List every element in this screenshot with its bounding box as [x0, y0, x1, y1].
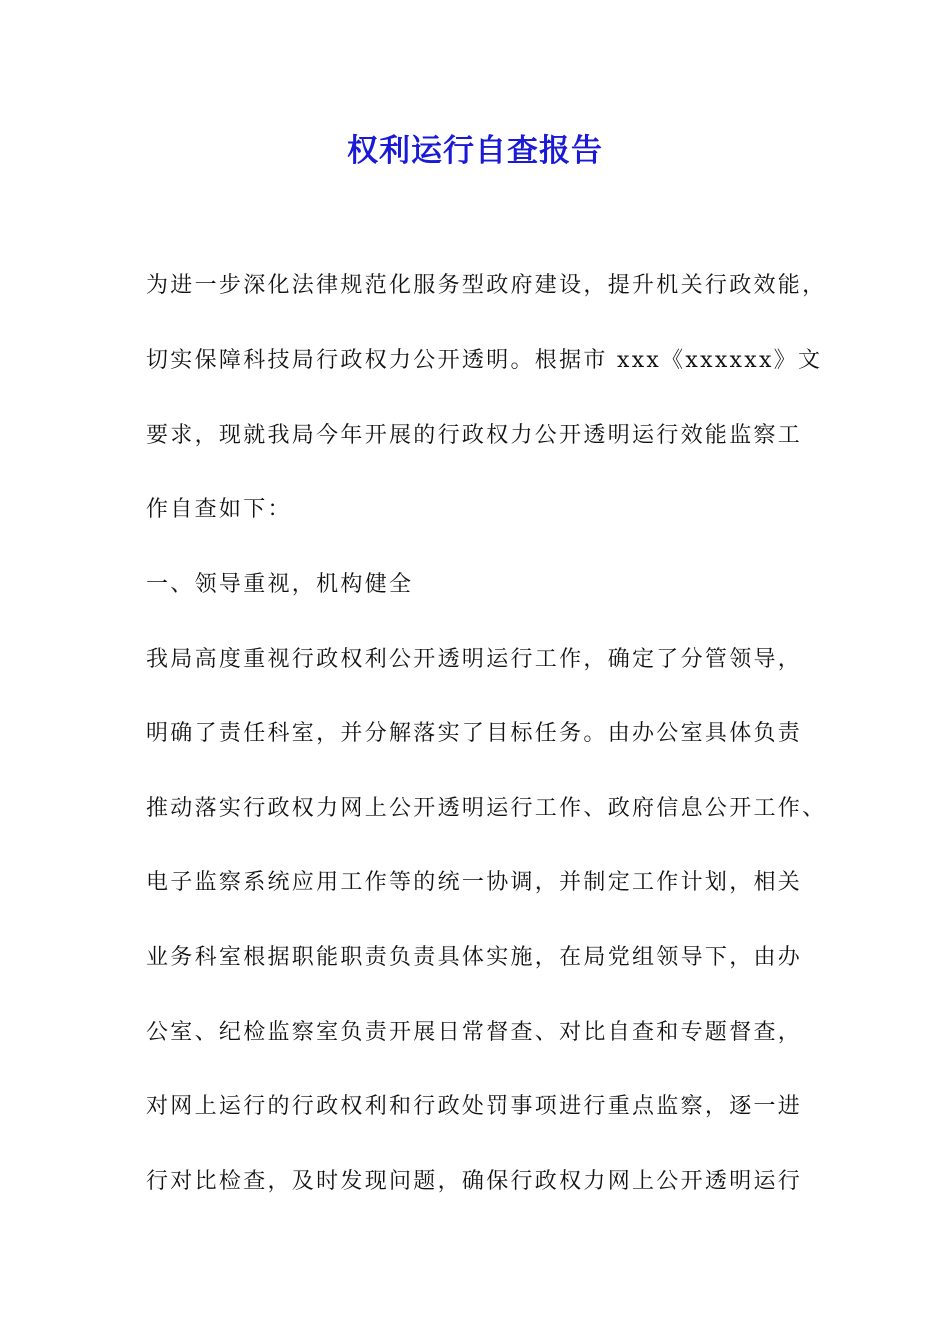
paragraph-line: 要求，现就我局今年开展的行政权力公开透明运行效能监察工: [146, 423, 803, 448]
paragraph-line: 电子监察系统应用工作等的统一协调，并制定工作计划，相关: [146, 870, 803, 895]
paragraph-line: 公室、纪检监察室负责开展日常督查、对比自查和专题督查，: [146, 1020, 803, 1045]
paragraph-line: 切实保障科技局行政权力公开透明。根据市 xxx《xxxxxx》文: [146, 348, 823, 373]
paragraph-line: 明确了责任科室，并分解落实了目标任务。由办公室具体负责: [146, 721, 803, 746]
paragraph-line: 行对比检查，及时发现问题，确保行政权力网上公开透明运行: [146, 1169, 803, 1194]
section-heading: 一、领导重视，机构健全: [146, 572, 414, 597]
document-title: 权利运行自查报告: [347, 133, 603, 169]
paragraph-line: 对网上运行的行政权利和行政处罚事项进行重点监察，逐一进: [146, 1094, 803, 1119]
paragraph-line: 作自查如下：: [146, 497, 292, 522]
paragraph-line: 业务科室根据职能职责负责具体实施，在局党组领导下，由办: [146, 945, 803, 970]
paragraph-line: 为进一步深化法律规范化服务型政府建设，提升机关行政效能，: [146, 273, 827, 298]
paragraph-line: 推动落实行政权力网上公开透明运行工作、政府信息公开工作、: [146, 796, 827, 821]
paragraph-line: 我局高度重视行政权利公开透明运行工作，确定了分管领导，: [146, 647, 803, 672]
